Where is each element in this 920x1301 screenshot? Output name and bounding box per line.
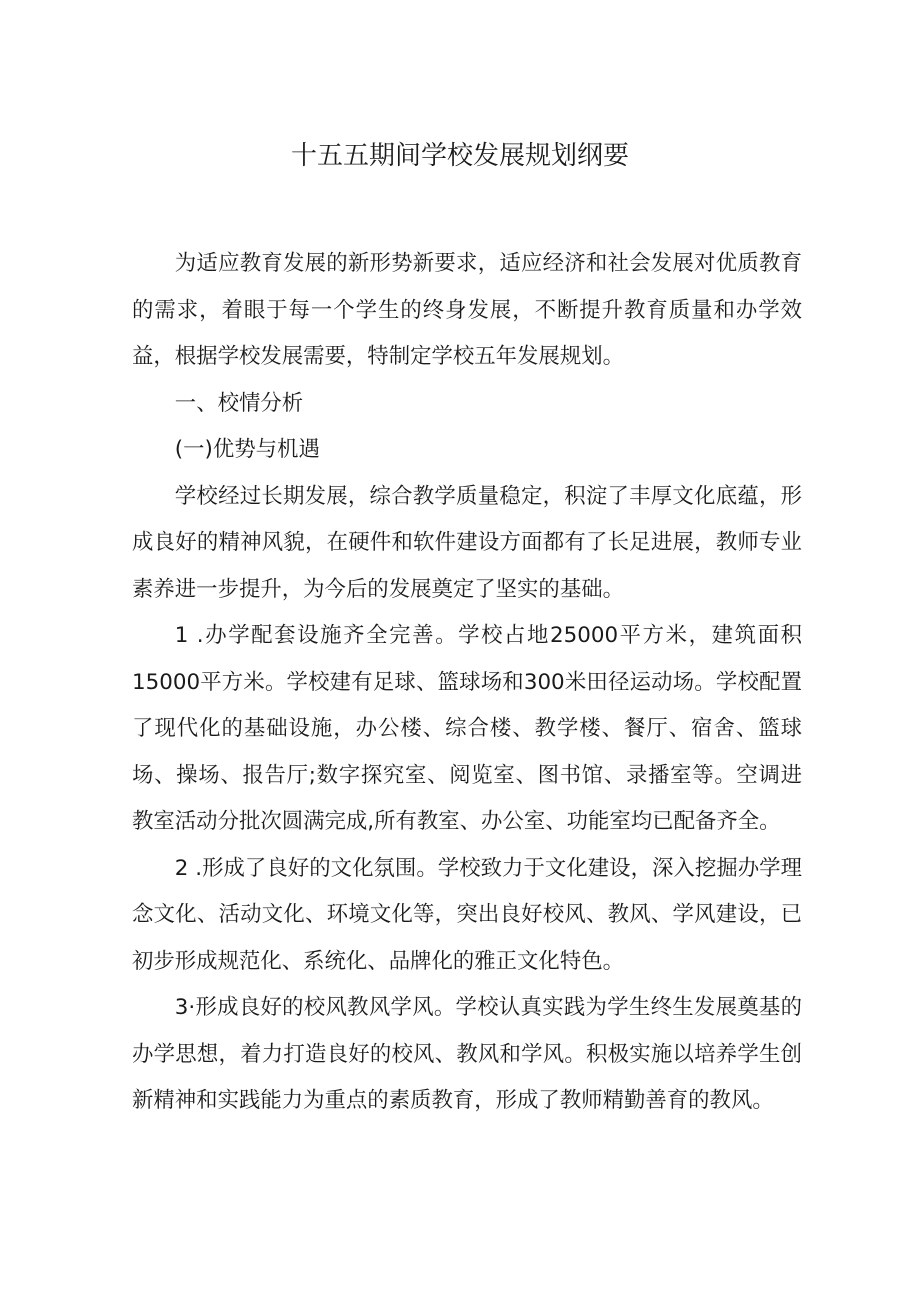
- body-paragraph: 1 .办学配套设施齐全完善。学校占地25000平方米，建筑面积15000平方米。学校建有足球、篮球场和300米田径运动场。学校配置了现代化的基础设施，办公楼、综合楼、教学楼、餐厅、宿舍、篮球场、操场、报告厅;数字探究室、阅览室、图书馆、录播室等。空调进教室活动分批次圆满完成,所有教室、办公室、功能室均已配备齐全。: [132, 623, 802, 834]
- body-paragraph: 3·形成良好的校风教风学风。学校认真实践为学生终生发展奠基的办学思想，着力打造良好的校风、教风和学风。积极实施以培养学生创新精神和实践能力为重点的素质教育，形成了教师精勤善育的教风。: [132, 995, 802, 1113]
- intro-paragraph: 为适应教育发展的新形势新要求，适应经济和社会发展对优质教育的需求，着眼于每一个学生的终身发展，不断提升教育质量和办学效益，根据学校发展需要，特制定学校五年发展规划。: [132, 251, 802, 369]
- body-paragraph: 2 .形成了良好的文化氛围。学校致力于文化建设，深入挖掘办学理念文化、活动文化、环境文化等，突出良好校风、教风、学风建设，已初步形成规范化、系统化、品牌化的雅正文化特色。: [132, 855, 802, 974]
- subsection-heading: (一)优势与机遇: [174, 437, 320, 462]
- document-title: 十五五期间学校发展规划纲要: [290, 141, 629, 171]
- body-paragraph: 学校经过长期发展，综合教学质量稳定，积淀了丰厚文化底蕴，形成良好的精神风貌，在硬件和软件建设方面都有了长足进展，教师专业素养进一步提升，为今后的发展奠定了坚实的基础。: [132, 483, 802, 602]
- document-body: [132, 241, 802, 1125]
- section-heading: 一、校情分析: [174, 390, 304, 416]
